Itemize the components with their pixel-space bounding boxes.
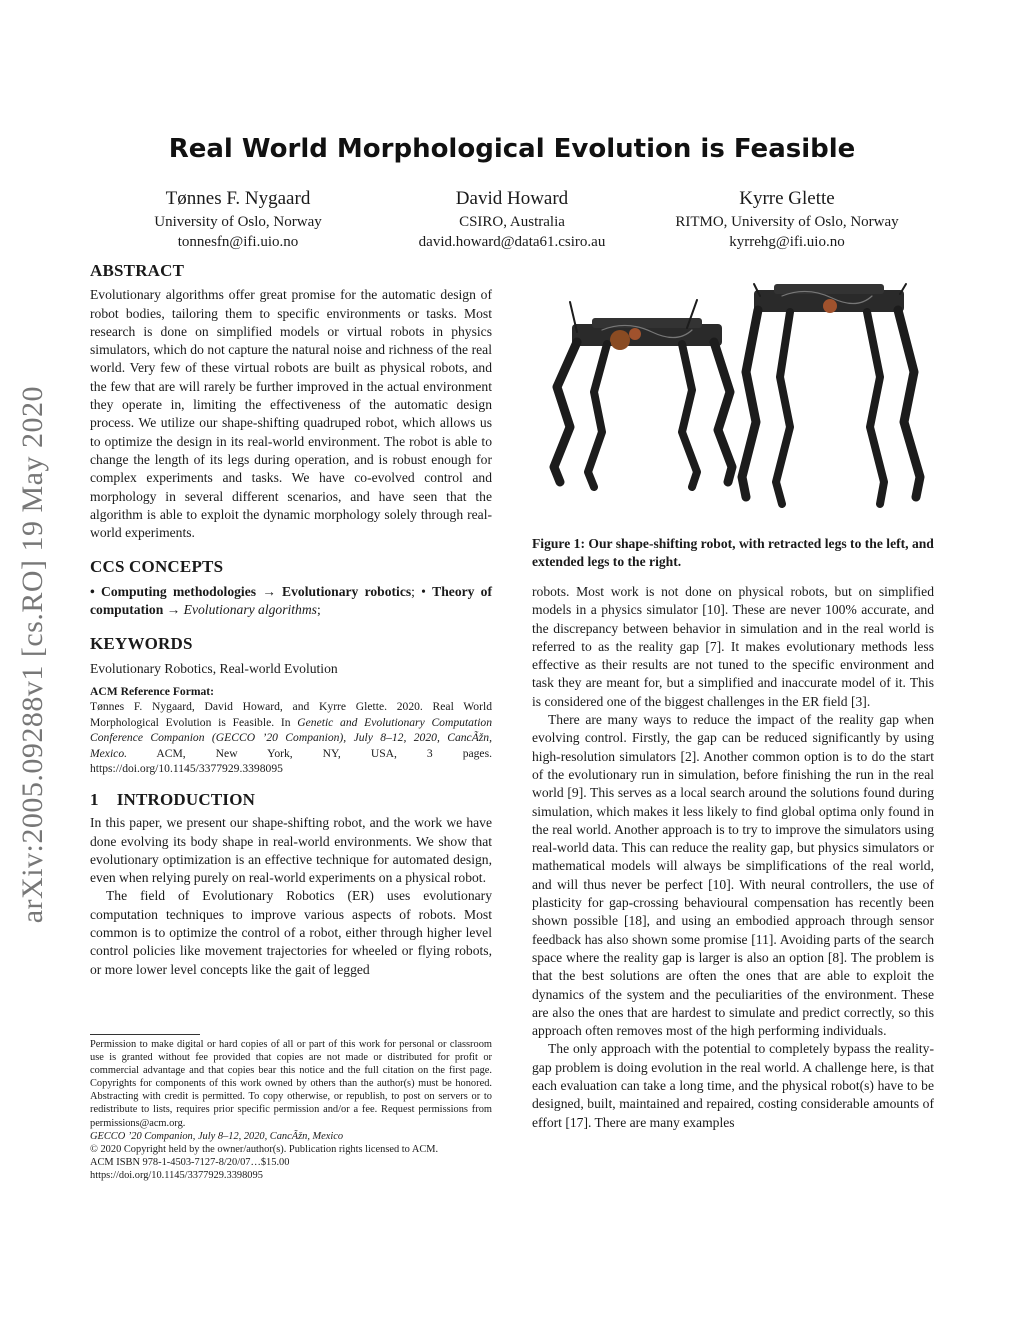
arxiv-stamp-text: arXiv:2005.09288v1 [cs.RO] 19 May 2020: [16, 386, 49, 924]
arxiv-stamp: [3, 340, 63, 970]
author-name: David Howard: [455, 188, 569, 209]
robot-extended: [742, 284, 920, 504]
permission-isbn: ACM ISBN 978-1-4503-7127-8/20/07…$15.00: [90, 1156, 290, 1168]
author-affiliation: CSIRO, Australia: [459, 214, 565, 230]
acm-reference-heading: ACM Reference Format:: [90, 684, 215, 698]
intro-paragraph-1: In this paper, we present our shape-shifting robot, and the work we have done evolving its body shape in real-world environments. We show that evolutionary optimization is an effective technique for automated design, even when relying purely on real-world experiments on a physical robot.: [90, 815, 492, 886]
author-block-1: [88, 187, 388, 252]
acm-reference: [90, 684, 492, 777]
right-paragraph-2: There are many ways to reduce the impact of the reality gap when evolving control. Firstly, the gap can be reduced significantly by using high-resolution simulators [2]. Another common option is to do the start of the evolutionary run in simulation, before finishing the run in the real world [9]. This serves as a local search around the solutions found during simulation, which makes it less likely to find global optima only found in the real world. Another approach is to try to improve the simulators using real-world data. This can reduce the reality gap, but physics simulators or mathematical models will always be simplifications of the real world, and will thus never be perfect [10]. With neural controllers, the use of plasticity for gap-crossing behavioural compensation has recently been shown possible [18], and using an embodied approach through sensor feedback has also shown some promise [11]. Avoiding parts of the search space where the reality gap is larger is also an option [8]. The problem is that the best solutions are often the ones that are able to exploit the dynamics of the system and the peculiarities of the environment. These are also the ones that are hardest to simulate and predict correctly, so this approach often removes most of the high performing individuals.: [532, 712, 934, 1039]
author-affiliation: RITMO, University of Oslo, Norway: [675, 214, 899, 230]
author-email: tonnesfn@ifi.uio.no: [177, 234, 299, 250]
author-email: david.howard@data61.csiro.au: [418, 234, 606, 250]
abstract-text: Evolutionary algorithms offer great promise for the automatic design of robot bodies, tailoring them to specific environments or tasks. Most research is done on simplified models or virtual robots in physics simulators, which do not capture the natural noise and richness of the real world. Very few of these virtual robots are built as physical robots, and the few that are will rarely be further improved in the actual environment they operate in, limiting the effectiveness of the automatic design process. We utilize our shape-shifting quadruped robot, which allows us to optimize the design in its real-world environment. The robot is able to change the length of its legs during operation, and is robust enough for complex experiments and tasks. We have co-evolved control and morphology in several different scenarios, and have seen that the algorithm is able to exploit the dynamic morphology solely through real-world experiments.: [90, 287, 492, 541]
paper-title: Real World Morphological Evolution is Feasible: [168, 134, 856, 164]
abstract-heading: ABSTRACT: [90, 261, 185, 280]
author-affiliation: University of Oslo, Norway: [154, 214, 322, 230]
permission-block: [90, 1038, 492, 1182]
author-name: Tønnes F. Nygaard: [165, 188, 311, 209]
author-email: kyrrehg@ifi.uio.no: [729, 234, 845, 250]
ccs-concepts: • Computing methodologies → Evolutionary robotics; • Theory of computation → Evolutionary algorithms;: [90, 583, 492, 618]
right-paragraph-1: robots. Most work is not done on physical robots, but on simplified models in a physics simulator [10]. These are never 100% accurate, and the discrepancy between behavior in simulation and in the real world is referred to as the reality gap [7]. It makes evolutionary methods less effective as their results are not tuned to the specific environment and task they are meant for, but a simplified and inaccurate model of it. This is considered one of the biggest challenges in the ER field [3].: [532, 584, 934, 709]
permission-copyright: © 2020 Copyright held by the owner/author(s). Publication rights licensed to ACM.: [90, 1143, 439, 1155]
section-number: 1: [90, 789, 99, 809]
keywords-text: Evolutionary Robotics, Real-world Evolution: [90, 660, 338, 676]
author-block-2: [362, 187, 662, 252]
acm-reference-text: Tønnes F. Nygaard, David Howard, and Kyrre Glette. 2020. Real World Morphological Evolution is Feasible. In Genetic and Evolutionary Computation Conference Companion (GECCO ’20 Companion), July 8–12, 2020, CancÃžn, Mexico. ACM, New York, NY, USA, 3 pages. https://doi.org/10.1145/3377929.3398095: [90, 700, 493, 776]
ccs-heading: CCS CONCEPTS: [90, 557, 224, 577]
permission-doi: https://doi.org/10.1145/3377929.3398095: [90, 1169, 263, 1181]
figure-robot-photo: [532, 282, 934, 522]
keywords-heading: KEYWORDS: [90, 634, 193, 654]
figure-caption: Figure 1: Our shape-shifting robot, with retracted legs to the left, and extended legs to the right.: [532, 536, 934, 570]
author-block-3: [637, 187, 937, 252]
footnote-rule: [90, 1034, 200, 1035]
right-column: [532, 583, 934, 1132]
left-column: [90, 262, 492, 979]
intro-heading: [90, 791, 492, 809]
permission-venue: GECCO ’20 Companion, July 8–12, 2020, CancÃžn, Mexico: [90, 1130, 344, 1142]
right-paragraph-3: The only approach with the potential to completely bypass the reality-gap problem is doing evolution in the real world. A challenge here, is that each evaluation can take a long time, and the physical robot(s) have to be designed, built, maintained and repaired, costing considerable amounts of effort [17]. There are many examples: [532, 1041, 934, 1130]
author-name: Kyrre Glette: [739, 188, 835, 209]
section-title: INTRODUCTION: [116, 789, 256, 809]
intro-paragraph-2: The field of Evolutionary Robotics (ER) uses evolutionary computation techniques to improve various aspects of robots. Most common is to optimize the control of a robot, either through higher level control policies like movement trajectories for wheeled or flying robots, or more lower level concepts like the gait of legged: [90, 888, 492, 977]
permission-text: Permission to make digital or hard copies of all or part of this work for personal or classroom use is granted without fee provided that copies are not made or distributed for profit or commercial advantage and that copies bear this notice and the full citation on the first page. Copyrights for components of this work owned by others than the author(s) must be honored. Abstracting with credit is permitted. To copy otherwise, or republish, to post on servers or to redistribute to lists, requires prior specific permission and/or a fee. Request permissions from permissions@acm.org.: [90, 1039, 492, 1129]
robot-retracted: [554, 300, 732, 487]
